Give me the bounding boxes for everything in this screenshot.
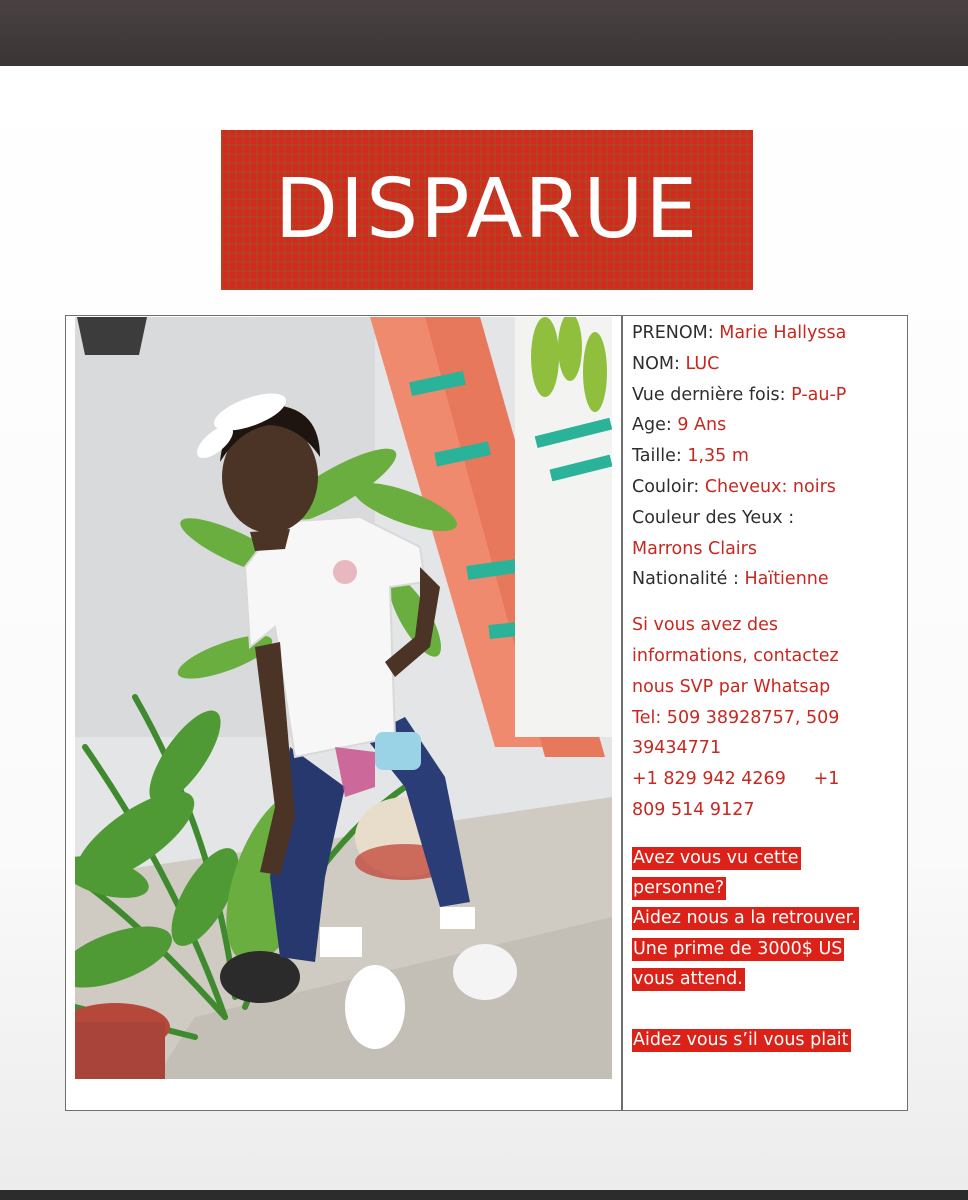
contact-phone-line: 809 514 9127 (632, 799, 755, 820)
detail-last-seen: Vue dernière fois: P-au-P (632, 384, 847, 405)
detail-lastname: NOM: LUC (632, 353, 720, 374)
missing-person-photo (75, 317, 612, 1079)
appeal-line: vous attend. (633, 968, 743, 989)
appeal-line: Aidez nous a la retrouver. (633, 908, 857, 929)
top-dark-band (0, 0, 968, 66)
contact-line: nous SVP par Whatsap (632, 676, 831, 697)
contact-phone-line: +1 829 942 4269 +1 (632, 769, 840, 790)
contact-phone-line: 39434771 (632, 738, 722, 759)
banner-title: DISPARUE (274, 162, 700, 257)
appeal-block (632, 843, 904, 994)
frame-divider (621, 315, 623, 1111)
contact-line: informations, contactez (632, 645, 839, 666)
detail-hair: Couloir: Cheveux: noirs (632, 476, 836, 497)
final-plea-block (632, 1025, 904, 1055)
detail-height: Taille: 1,35 m (632, 446, 749, 467)
contact-phone-line: Tel: 509 38928757, 509 (632, 707, 840, 728)
contact-block (632, 610, 904, 826)
detail-eyes-label: Couleur des Yeux : (632, 507, 795, 528)
detail-eyes-value: Marrons Clairs (632, 538, 757, 559)
contact-line: Si vous avez des (632, 615, 778, 636)
appeal-line: Avez vous vu cette (633, 847, 799, 868)
appeal-line: personne? (633, 878, 725, 899)
detail-nationality: Nationalité : Haïtienne (632, 569, 829, 590)
final-plea: Aidez vous s’il vous plait (633, 1030, 849, 1051)
bottom-dark-band (0, 1190, 968, 1200)
info-panel (632, 318, 904, 1055)
detail-firstname: PRENOM: Marie Hallyssa (632, 323, 847, 343)
reward-line: Une prime de 3000$ US (633, 938, 843, 959)
missing-banner (221, 130, 753, 290)
detail-age: Age: 9 Ans (632, 415, 727, 436)
